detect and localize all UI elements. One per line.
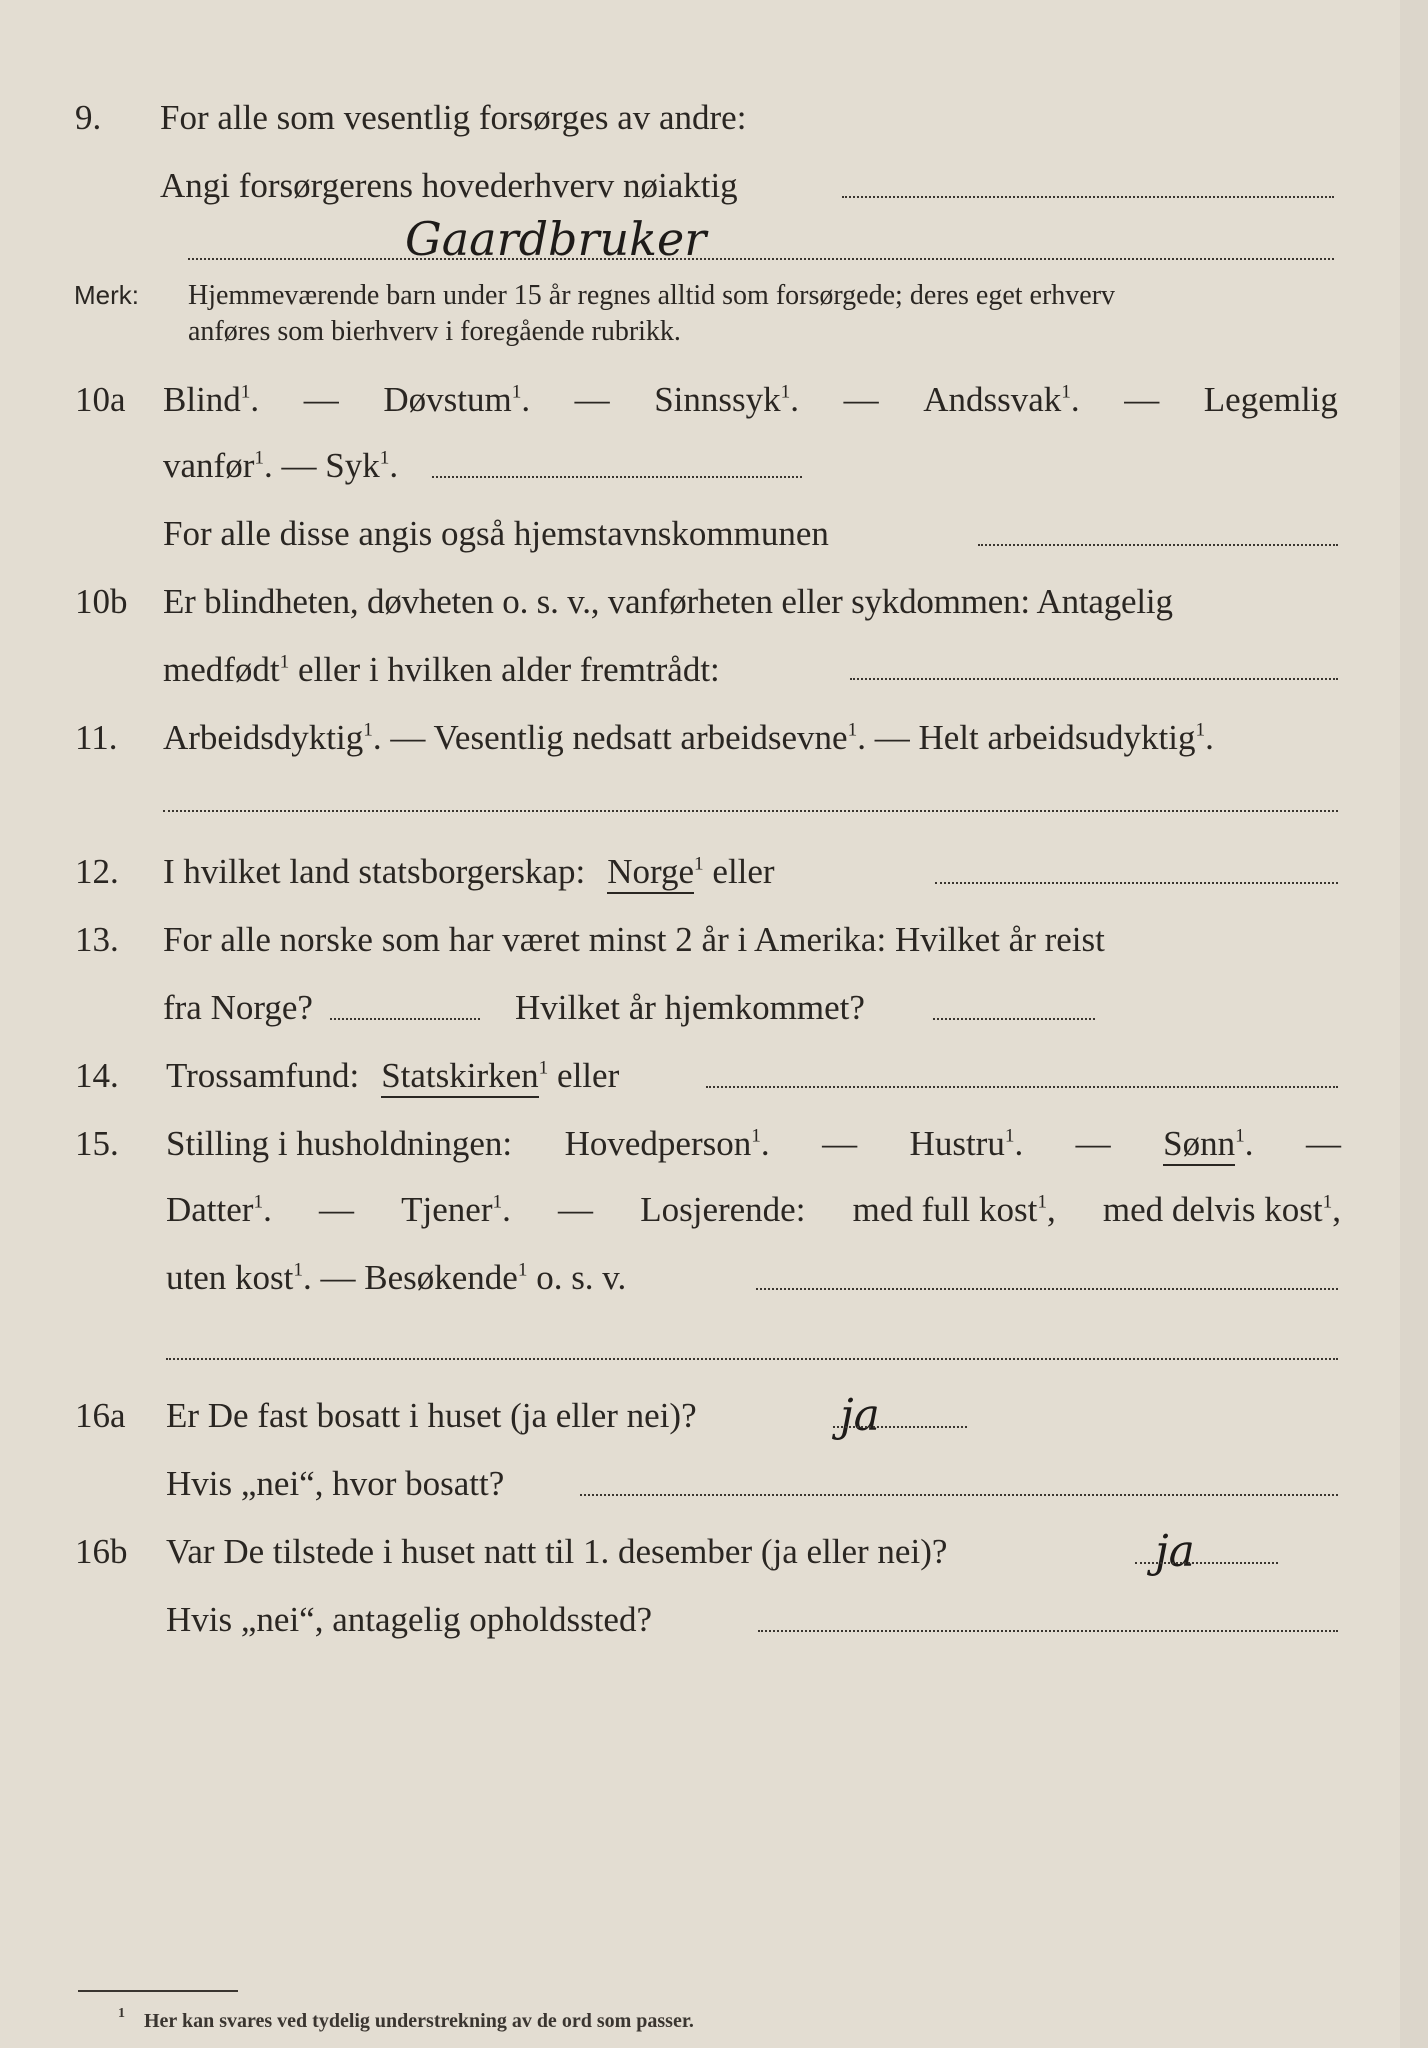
q11-udyktig[interactable]: Helt arbeidsudyktig [918, 718, 1196, 757]
q15-datter[interactable]: Datter [166, 1190, 254, 1229]
q15-hustru[interactable]: Hustru [909, 1124, 1005, 1163]
q13-number: 13. [75, 920, 119, 959]
q16b-line2: Hvis „nei“, antagelig opholdssted? [166, 1600, 652, 1639]
q15-tjener[interactable]: Tjener [401, 1190, 493, 1229]
q10b-number: 10b [75, 582, 128, 621]
q11-line: Arbeidsdyktig$^1$. — Vesentlig nedsatt arbeidsevne$^1$. — Helt arbeidsudyktig$^1$. [163, 718, 1214, 757]
q10a-vanfor[interactable]: vanfør [163, 446, 255, 485]
q16a-answer-dotted-field[interactable] [833, 1426, 967, 1428]
q15-full-kost[interactable]: med full kost [852, 1190, 1038, 1229]
q16b-answer-dotted-field[interactable] [1135, 1562, 1278, 1564]
q11-nedsatt[interactable]: Vesentlig nedsatt arbeidsevne [433, 718, 848, 757]
q10a-line1: Blind$^1$. — Døvstum$^1$. — Sinnssyk$^1$. — Andssvak$^1$. — Legemlig [163, 380, 1338, 419]
q15-besokende[interactable]: Besøkende [364, 1258, 518, 1297]
q9-answer-dotted-field[interactable] [188, 258, 1334, 260]
q9-line1: For alle som vesentlig forsørges av andre: [160, 98, 747, 137]
q10a-line2: vanfør$^1$. — Syk$^1$. [163, 446, 399, 485]
q16b-line1: Var De tilstede i huset natt til 1. desember (ja eller nei)? [166, 1532, 948, 1571]
merk-note-line1: Hjemmeværende barn under 15 år regnes alltid som forsørgede; deres eget erhverv [188, 280, 1116, 311]
q9-line2: Angi forsørgerens hovederhverv nøiaktig [160, 166, 738, 205]
q15-line2: Datter$^1$. — Tjener$^1$. — Losjerende: med full kost$^1$, med delvis kost$^1$, [166, 1190, 1341, 1229]
q11-arbeidsdyktig[interactable]: Arbeidsdyktig [163, 718, 364, 757]
q15-uten-kost[interactable]: uten kost [166, 1258, 294, 1297]
q10a-line3: For alle disse angis også hjemstavnskommunen [163, 514, 829, 553]
q9-line2-dotted-field[interactable] [842, 196, 1334, 198]
q10a-sinnssyk[interactable]: Sinnssyk [654, 380, 781, 419]
q15-line3: uten kost$^1$. — Besøkende$^1$ o. s. v. [166, 1258, 627, 1297]
q14-line: Trossamfund: Statskirken$^1$ eller [166, 1056, 619, 1096]
q10a-blind[interactable]: Blind [163, 380, 241, 419]
q10a-dovstum[interactable]: Døvstum [383, 380, 512, 419]
q16b-handwritten-answer: ja [1155, 1526, 1195, 1577]
q13-fra-norge: fra Norge? [163, 988, 313, 1027]
footnote-rule [78, 1990, 238, 1992]
q15-extra-dotted-field[interactable] [166, 1358, 1338, 1360]
q15-sonn-underlined[interactable]: Sønn [1163, 1124, 1235, 1166]
q9-number: 9. [75, 98, 102, 137]
q13-line1: For alle norske som har været minst 2 år i Amerika: Hvilket år reist [163, 920, 1105, 959]
q13-reist-dotted-field[interactable] [330, 1018, 480, 1020]
q15-line1: Stilling i husholdningen: Hovedperson$^1$. — Hustru$^1$. — Sønn$^1$. — [166, 1124, 1341, 1164]
q10b-alder-dotted-field[interactable] [850, 678, 1338, 680]
q15-number: 15. [75, 1124, 119, 1163]
q16b-opholdssted-dotted-field[interactable] [758, 1630, 1338, 1632]
q15-hovedperson[interactable]: Hovedperson [564, 1124, 752, 1163]
q10b-line1: Er blindheten, døvheten o. s. v., vanførheten eller sykdommen: Antagelig [163, 582, 1173, 621]
q10a-number: 10a [75, 380, 126, 419]
q14-dotted-field[interactable] [706, 1086, 1338, 1088]
q11-number: 11. [75, 718, 118, 757]
q10a-syk-dotted-field[interactable] [432, 476, 802, 478]
q10b-line2: medfødt$^1$ eller i hvilken alder fremtrådt: [163, 650, 720, 689]
q12-norge-underlined[interactable]: Norge [607, 852, 694, 894]
q10b-medfodt[interactable]: medfødt [163, 650, 280, 689]
q15-dotted-field[interactable] [756, 1288, 1338, 1290]
q10a-hjemstavn-dotted-field[interactable] [978, 544, 1338, 546]
q14-statskirken-underlined[interactable]: Statskirken [381, 1056, 538, 1098]
q15-delvis-kost[interactable]: med delvis kost [1102, 1190, 1323, 1229]
q16a-handwritten-answer: ja [840, 1390, 880, 1441]
q12-dotted-field[interactable] [935, 882, 1338, 884]
q16b-number: 16b [75, 1532, 128, 1571]
footnote: $^1$ Her kan svares ved tydelig understrekning av de ord som passer. [118, 2006, 694, 2032]
q16a-bosatt-dotted-field[interactable] [580, 1494, 1338, 1496]
merk-note-line2: anføres som bierhverv i foregående rubrikk. [188, 316, 681, 347]
q13-hjemkommet-dotted-field[interactable] [933, 1018, 1095, 1020]
q13-hjemkommet: Hvilket år hjemkommet? [515, 988, 865, 1027]
q12-line: I hvilket land statsborgerskap: Norge$^1$ eller [163, 852, 775, 892]
q10a-syk[interactable]: Syk [325, 446, 380, 485]
q16a-number: 16a [75, 1396, 126, 1435]
merk-label: Merk: [74, 280, 139, 310]
q9-handwritten-answer: Gaardbruker [405, 212, 707, 266]
q11-dotted-field[interactable] [163, 810, 1338, 812]
q16a-line1: Er De fast bosatt i huset (ja eller nei)? [166, 1396, 697, 1435]
q10a-legemlig[interactable]: Legemlig [1203, 380, 1338, 419]
q16a-line2: Hvis „nei“, hvor bosatt? [166, 1464, 505, 1503]
q14-number: 14. [75, 1056, 119, 1095]
q10a-andssvak[interactable]: Andssvak [923, 380, 1062, 419]
q12-number: 12. [75, 852, 119, 891]
